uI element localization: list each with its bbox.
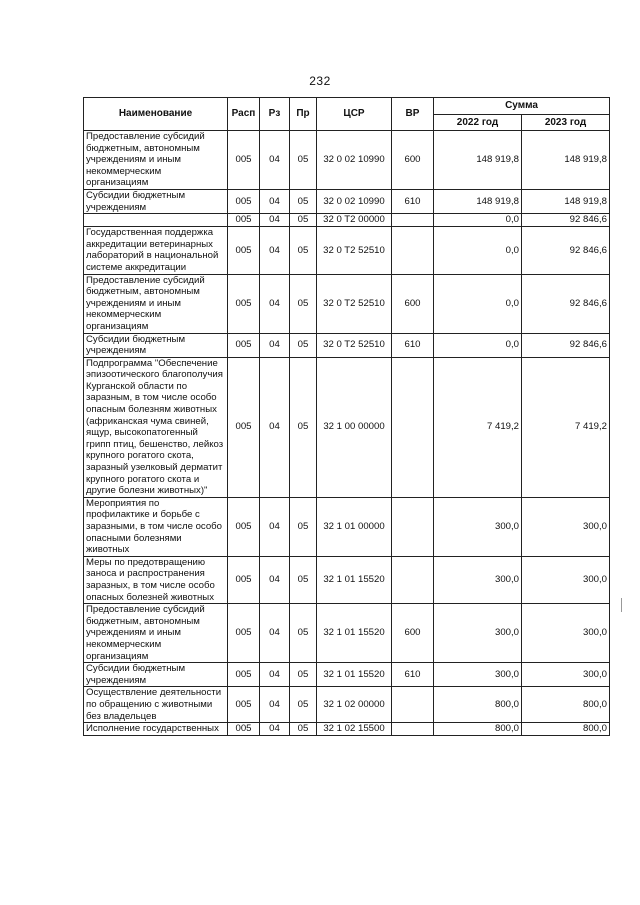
cell-rasp: 005	[228, 189, 260, 213]
cell-2022: 0,0	[434, 214, 522, 227]
table-row	[84, 227, 610, 274]
header-name: Наименование	[84, 98, 228, 131]
cell-name: Исполнение государственных	[84, 723, 228, 736]
cell-2022: 300,0	[434, 556, 522, 603]
cell-name: Субсидии бюджетным учреждениям	[84, 333, 228, 357]
cell-vr: 610	[392, 663, 434, 687]
cell-rz: 04	[260, 189, 290, 213]
header-year-2023: 2023 год	[522, 115, 610, 131]
cell-vr: 610	[392, 189, 434, 213]
cell-vr	[392, 497, 434, 556]
cell-name: Предоставление субсидий бюджетным, автономным учреждениям и иным некоммерческим организациям	[84, 604, 228, 663]
cell-rz: 04	[260, 214, 290, 227]
cell-name: Государственная поддержка аккредитации ветеринарных лабораторий в национальной системе аккредитации	[84, 227, 228, 274]
cell-rz: 04	[260, 497, 290, 556]
cell-vr: 600	[392, 274, 434, 333]
cell-pr: 05	[290, 556, 317, 603]
cell-2023: 300,0	[522, 604, 610, 663]
header-vr: ВР	[392, 98, 434, 131]
cell-2022: 800,0	[434, 723, 522, 736]
cell-rasp: 005	[228, 604, 260, 663]
cell-name: Предоставление субсидий бюджетным, автономным учреждениям и иным некоммерческим организациям	[84, 274, 228, 333]
cell-csr: 32 0 T2 52510	[317, 227, 392, 274]
table-row	[84, 604, 610, 663]
budget-table	[83, 97, 610, 736]
cell-pr: 05	[290, 723, 317, 736]
cell-pr: 05	[290, 274, 317, 333]
cell-rz: 04	[260, 723, 290, 736]
cell-2023: 92 846,6	[522, 274, 610, 333]
cell-2023: 92 846,6	[522, 214, 610, 227]
cell-pr: 05	[290, 333, 317, 357]
cell-rz: 04	[260, 604, 290, 663]
cell-pr: 05	[290, 214, 317, 227]
cell-2023: 7 419,2	[522, 357, 610, 497]
table-row	[84, 274, 610, 333]
cell-csr: 32 1 00 00000	[317, 357, 392, 497]
cell-vr	[392, 687, 434, 723]
table-row	[84, 687, 610, 723]
cell-2022: 800,0	[434, 687, 522, 723]
cell-name: Осуществление деятельности по обращению с животными без владельцев	[84, 687, 228, 723]
cell-rasp: 005	[228, 723, 260, 736]
cell-2023: 800,0	[522, 723, 610, 736]
cell-rasp: 005	[228, 274, 260, 333]
cell-vr	[392, 214, 434, 227]
cell-rz: 04	[260, 333, 290, 357]
cell-rasp: 005	[228, 131, 260, 190]
cell-vr	[392, 357, 434, 497]
cell-vr: 600	[392, 604, 434, 663]
cell-name: Мероприятия по профилактике и борьбе с заразными, в том числе особо опасными болезнями животных	[84, 497, 228, 556]
cell-rz: 04	[260, 556, 290, 603]
cell-rasp: 005	[228, 214, 260, 227]
page-number: 232	[309, 74, 331, 88]
cell-rz: 04	[260, 274, 290, 333]
cell-2023: 300,0	[522, 556, 610, 603]
header-csr: ЦСР	[317, 98, 392, 131]
cell-csr: 32 0 02 10990	[317, 189, 392, 213]
cell-csr: 32 0 02 10990	[317, 131, 392, 190]
cell-2022: 300,0	[434, 497, 522, 556]
table-row	[84, 497, 610, 556]
table-row	[84, 357, 610, 497]
cell-csr: 32 1 01 15520	[317, 663, 392, 687]
cell-rasp: 005	[228, 357, 260, 497]
cell-csr: 32 1 02 00000	[317, 687, 392, 723]
scan-mark	[621, 598, 622, 612]
cell-pr: 05	[290, 227, 317, 274]
cell-csr: 32 1 02 15500	[317, 723, 392, 736]
cell-2023: 148 919,8	[522, 189, 610, 213]
cell-name: Меры по предотвращению заноса и распространения заразных, в том числе особо опасных болезней животных	[84, 556, 228, 603]
cell-name: Субсидии бюджетным учреждениям	[84, 189, 228, 213]
cell-pr: 05	[290, 131, 317, 190]
cell-name	[84, 214, 228, 227]
table-row	[84, 214, 610, 227]
cell-csr: 32 0 T2 52510	[317, 333, 392, 357]
cell-pr: 05	[290, 357, 317, 497]
cell-rz: 04	[260, 227, 290, 274]
table-row	[84, 189, 610, 213]
cell-rz: 04	[260, 687, 290, 723]
cell-name: Предоставление субсидий бюджетным, автономным учреждениям и иным некоммерческим организациям	[84, 131, 228, 190]
cell-2023: 148 919,8	[522, 131, 610, 190]
cell-pr: 05	[290, 663, 317, 687]
cell-csr: 32 0 T2 52510	[317, 274, 392, 333]
cell-vr: 600	[392, 131, 434, 190]
cell-2022: 300,0	[434, 604, 522, 663]
cell-rasp: 005	[228, 497, 260, 556]
cell-2023: 92 846,6	[522, 333, 610, 357]
cell-vr	[392, 723, 434, 736]
cell-csr: 32 1 01 15520	[317, 556, 392, 603]
cell-2022: 0,0	[434, 274, 522, 333]
cell-2023: 92 846,6	[522, 227, 610, 274]
cell-vr	[392, 556, 434, 603]
table-row	[84, 663, 610, 687]
cell-rasp: 005	[228, 333, 260, 357]
cell-rasp: 005	[228, 227, 260, 274]
table-row	[84, 131, 610, 190]
cell-2022: 0,0	[434, 333, 522, 357]
cell-pr: 05	[290, 497, 317, 556]
header-rasp: Расп	[228, 98, 260, 131]
cell-rasp: 005	[228, 556, 260, 603]
cell-vr: 610	[392, 333, 434, 357]
cell-csr: 32 1 01 00000	[317, 497, 392, 556]
cell-vr	[392, 227, 434, 274]
cell-2023: 300,0	[522, 663, 610, 687]
cell-rasp: 005	[228, 687, 260, 723]
cell-rasp: 005	[228, 663, 260, 687]
cell-pr: 05	[290, 189, 317, 213]
cell-rz: 04	[260, 663, 290, 687]
table-row	[84, 723, 610, 736]
cell-csr: 32 1 01 15520	[317, 604, 392, 663]
table-row	[84, 333, 610, 357]
header-sum: Сумма	[434, 98, 610, 115]
cell-name: Подпрограмма "Обеспечение эпизоотического благополучия Курганской области по заразным, в том числе особо опасным болезням животных (африканская чума свиней, ящур, высокопатогенный грипп птиц, бешенство, лейкоз крупного рогатого скота, заразный узелковый дерматит крупного рогатого скота и другие болезни животных)"	[84, 357, 228, 497]
cell-2022: 300,0	[434, 663, 522, 687]
cell-pr: 05	[290, 687, 317, 723]
cell-2022: 148 919,8	[434, 131, 522, 190]
cell-2022: 0,0	[434, 227, 522, 274]
cell-2023: 300,0	[522, 497, 610, 556]
header-year-2022: 2022 год	[434, 115, 522, 131]
cell-rz: 04	[260, 131, 290, 190]
cell-pr: 05	[290, 604, 317, 663]
cell-csr: 32 0 T2 00000	[317, 214, 392, 227]
cell-2022: 148 919,8	[434, 189, 522, 213]
cell-rz: 04	[260, 357, 290, 497]
header-pr: Пр	[290, 98, 317, 131]
table-row	[84, 556, 610, 603]
cell-2022: 7 419,2	[434, 357, 522, 497]
cell-2023: 800,0	[522, 687, 610, 723]
cell-name: Субсидии бюджетным учреждениям	[84, 663, 228, 687]
header-rz: Рз	[260, 98, 290, 131]
